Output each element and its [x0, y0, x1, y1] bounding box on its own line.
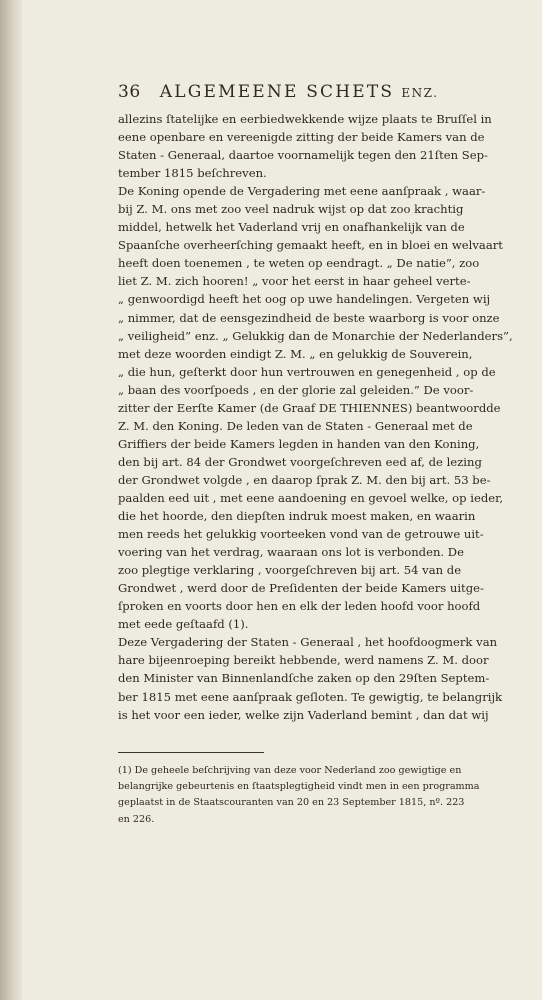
text-line: liet Z. M. zich hooren! „ voor het eerst in haar geheel verte-	[118, 274, 471, 289]
text-line: tember 1815 beſchreven.	[118, 166, 267, 181]
body-text	[118, 110, 516, 724]
text-line: middel, hetwelk het Vaderland vrij en onafhankelijk van de	[118, 220, 465, 235]
page-number: 36	[118, 82, 141, 102]
text-line: heeft doen toenemen , te weten op eendragt. „ De natie”, zoo	[118, 256, 480, 271]
text-line: Spaanſche overheerſching gemaakt heeft, en in bloei en welvaart	[118, 238, 503, 253]
text-line: „ baan des voorſpoeds , en der glorie zal geleiden.” De voor-	[118, 382, 474, 397]
text-line: bij Z. M. ons met zoo veel nadruk wijst op dat zoo krachtig	[118, 202, 464, 217]
text-line: zoo plegtige verklaring , voorgeſchreven bij art. 54 van de	[118, 563, 462, 578]
footnote-line: geplaatst in de Staatscouranten van 20 en 23 September 1815, nº. 223	[118, 797, 465, 809]
running-title-suffix: ENZ.	[401, 86, 439, 100]
text-line: den bij art. 84 der Grondwet voorgeſchreven eed af, de lezing	[118, 454, 482, 469]
text-line: „ genwoordigd heeft het oog op uwe handelingen. Vergeten wij	[118, 292, 491, 307]
text-line: zitter der Eerſte Kamer (de Graaf DE THIENNES) beantwoordde	[118, 400, 501, 415]
text-line: der Grondwet volgde , en daarop ſprak Z. M. den bij art. 53 be-	[118, 472, 491, 487]
text-line: Z. M. den Koning. De leden van de Staten - Generaal met de	[118, 418, 473, 433]
text-line: den Minister van Binnenlandſche zaken op den 29ſten Septem-	[118, 671, 490, 686]
text-line: die het hoorde, den diepſten indruk moest maken, en waarin	[118, 509, 476, 524]
text-line: men reeds het gelukkig voorteeken vond van de getrouwe uit-	[118, 527, 484, 542]
page-gutter-shadow	[0, 0, 22, 1000]
text-line: ſproken en voorts door hen en elk der leden hoofd voor hoofd	[118, 599, 481, 614]
text-line: eene openbare en vereenigde zitting der beide Kamers van de	[118, 130, 485, 145]
footnote-line: en 226.	[118, 813, 155, 825]
text-line: ber 1815 met eene aanſpraak geſloten. Te gewigtig, te belangrijk	[118, 689, 503, 704]
text-line: met eede geſtaafd (1).	[118, 617, 249, 632]
footnote-line: belangrijke gebeurtenis en ſtaatsplegtigheid vindt men in een programma	[118, 781, 480, 793]
text-line: Staten - Generaal, daartoe voornamelijk tegen den 21ſten Sep-	[118, 148, 488, 163]
text-line: allezins ſtatelijke en eerbiedwekkende wijze plaats te Bruſſel in	[118, 112, 492, 126]
text-line: is het voor een ieder, welke zijn Vaderland bemint , dan dat wij	[118, 707, 489, 722]
text-line: Griffiers der beide Kamers legden in handen van den Koning,	[118, 436, 480, 451]
footnote	[118, 763, 516, 828]
text-line: voering van het verdrag, waaraan ons lot is verbonden. De	[118, 545, 464, 560]
running-head	[118, 82, 518, 102]
text-line: „ nimmer, dat de eensgezindheid de beste waarborg is voor onze	[118, 310, 500, 325]
text-line: Grondwet , werd door de Preſidenten der beide Kamers uitge-	[118, 581, 484, 596]
footnote-rule	[118, 752, 264, 753]
text-line: met deze woorden eindigt Z. M. „ en gelukkig de Souverein,	[118, 346, 473, 361]
footnote-line: (1) De geheele beſchrijving van deze voor Nederland zoo gewigtige en	[118, 765, 462, 776]
text-line: paalden eed uit , met eene aandoening en gevoel welke, op ieder,	[118, 490, 504, 505]
text-line: Deze Vergadering der Staten - Generaal , het hoofdoogmerk van	[118, 635, 498, 650]
text-line: „ veiligheid” enz. „ Gelukkig dan de Monarchie der Nederlanders”,	[118, 328, 513, 343]
text-line: „ die hun, geſterkt door hun vertrouwen en genegenheid , op de	[118, 364, 496, 379]
text-line: hare bijeenroeping bereikt hebbende, werd namens Z. M. door	[118, 653, 489, 668]
running-title: ALGEMEENE SCHETS	[159, 82, 395, 102]
text-line: De Koning opende de Vergadering met eene aanſpraak , waar-	[118, 184, 486, 199]
